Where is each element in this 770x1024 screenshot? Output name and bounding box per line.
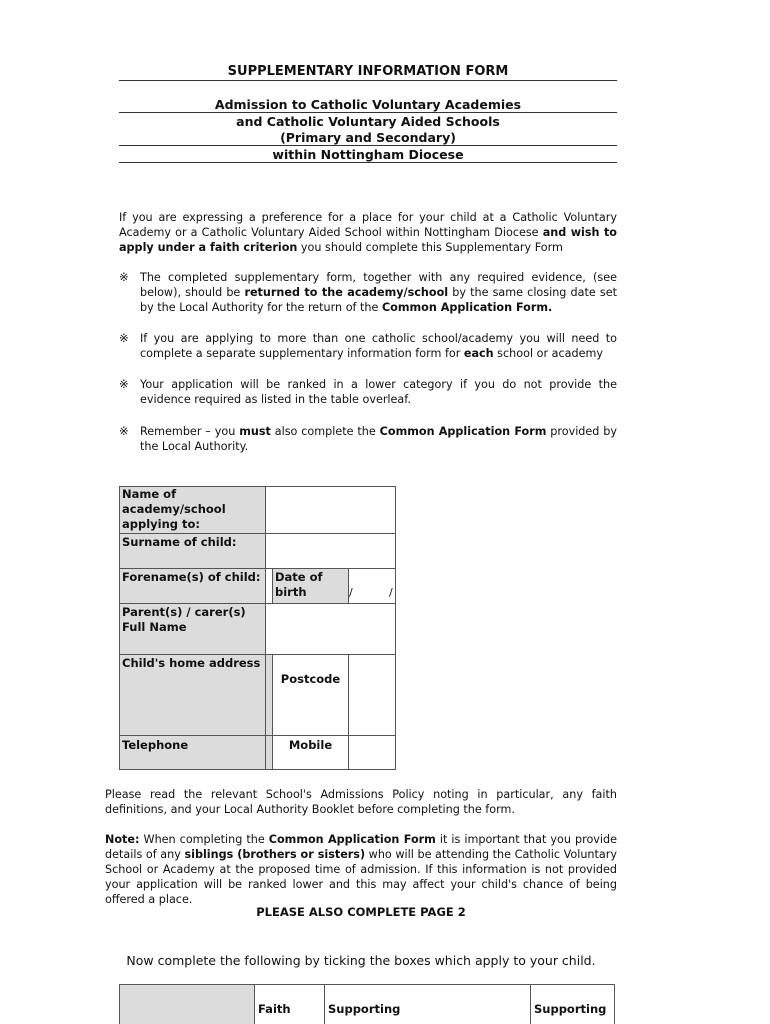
dob-separator: / [349,586,353,599]
now-complete-instruction: Now complete the following by ticking the boxes which apply to your child. [126,953,596,968]
table-header-faith: Faith [258,1002,291,1016]
dob-separator: / [389,586,393,599]
note-paragraph: Note: When completing the Common Application Form it is important that you provide details of any siblings (brothers or sisters) who will be attending the Catholic Voluntary School or Academy at the proposed time of admission. If this information is not provided your application will be ranked lower and this may affect your child's chance of being offered a place. [105,833,618,906]
name-of-academy-label: Name of academy/school applying to: [122,487,226,531]
surname-label: Surname of child: [122,535,237,549]
mobile-field[interactable] [348,735,396,770]
label-cell [272,654,349,736]
bullet-item: Your application will be ranked in a lower category if you do not provide the evidence required as listed in the table overleaf. [140,378,617,406]
subtitle-rule-mid [119,145,617,146]
bullet-icon: ※ [119,331,129,345]
address-label: Child's home address [122,656,261,670]
form-title: SUPPLEMENTARY INFORMATION FORM [227,64,509,79]
parents-field[interactable] [265,603,396,655]
dob-label: Date of birth [275,570,323,599]
faith-criteria-table [119,984,615,1024]
please-also-complete: PLEASE ALSO COMPLETE PAGE 2 [256,905,466,919]
postcode-field[interactable] [348,654,396,736]
title-rule [119,80,617,81]
subtitle-line-1: Admission to Catholic Voluntary Academies [214,97,522,112]
forenames-label: Forename(s) of child: [122,570,261,584]
telephone-label: Telephone [122,738,189,752]
postcode-label: Postcode [280,672,341,686]
bullet-item: Remember – you must also complete the Common Application Form provided by the Local Authority. [140,425,617,453]
bullet-item: The completed supplementary form, together with any required evidence, (see below), should be returned to the academy/school by the same closing date set by the Local Authority for the return of the Common Application Form. [140,271,617,314]
academy-name-field[interactable] [265,486,396,534]
bullet-icon: ※ [119,270,129,284]
table-header-supporting: Supporting [534,1002,607,1016]
mobile-label: Mobile [288,738,333,752]
read-policy-paragraph: Please read the relevant School's Admissions Policy noting in particular, any faith definitions, and your Local Authority Booklet before completing the form. [105,788,617,816]
surname-field[interactable] [265,533,396,569]
subtitle-rule-bottom [119,162,617,163]
table-header-supporting: Supporting [328,1002,401,1016]
bullet-icon: ※ [119,424,129,438]
table-header-cell [119,984,255,1024]
intro-paragraph: If you are expressing a preference for a place for your child at a Catholic Voluntary Academy or a Catholic Voluntary Aided School within Nottingham Diocese and wish to apply under a faith criterion you should complete this Supplementary Form [119,211,617,254]
subtitle-line-3: (Primary and Secondary) [280,130,456,145]
bullet-item: If you are applying to more than one catholic school/academy you will need to complete a separate supplementary information form for each school or academy [140,332,617,360]
subtitle-line-2: and Catholic Voluntary Aided Schools [236,114,500,129]
bullet-icon: ※ [119,377,129,391]
parents-label: Parent(s) / carer(s) Full Name [122,605,246,634]
subtitle-line-4: within Nottingham Diocese [272,147,464,162]
